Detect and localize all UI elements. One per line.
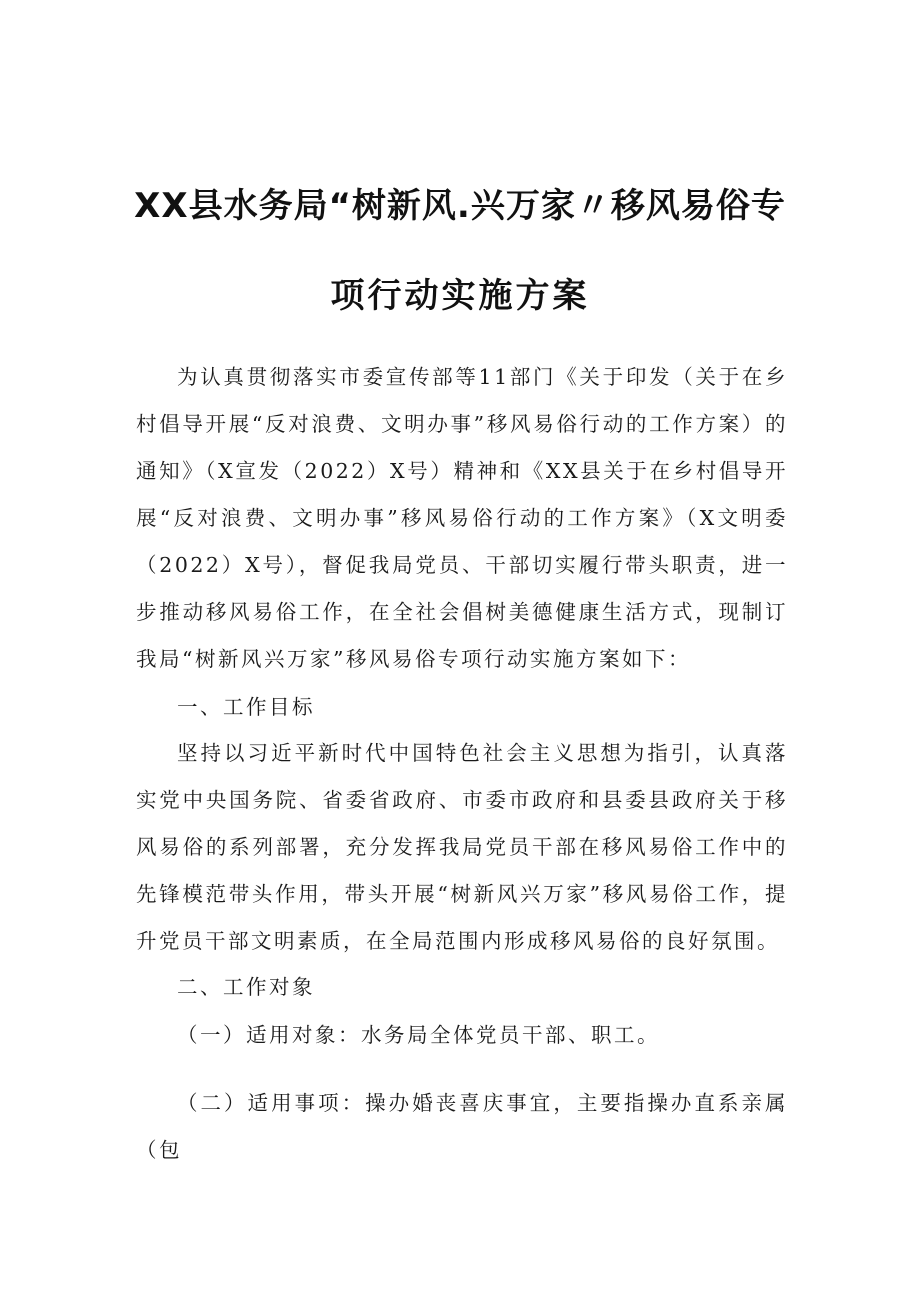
- intro-paragraph: 为认真贯彻落实市委宣传部等11部门《关于印发（关于在乡村倡导开展“反对浪费、文明办事”移风易俗行动的工作方案）的通知》（X宣发（2022）X号）精神和《XX县关于在乡村倡导开展“反对浪费、文明办事”移风易俗行动的工作方案》（X文明委（2022）X号），督促我局党员、干部切实履行带头职责，进一步推动移风易俗工作，在全社会倡树美德健康生活方式，现制订我局“树新风兴万家”移风易俗专项行动实施方案如下：: [136, 365, 788, 671]
- document-title-line-2: 项行动实施方案: [330, 276, 590, 316]
- goals-paragraph: 坚持以习近平新时代中国特色社会主义思想为指引，认真落实党中央国务院、省委省政府、市委市政府和县委县政府关于移风易俗的系列部署，充分发挥我局党员干部在移风易俗工作中的先锋模范带头作用，带头开展“树新风兴万家”移风易俗工作，提升党员干部文明素质，在全局范围内形成移风易俗的良好氛围。: [136, 741, 788, 953]
- document-title-line-1: XX县水务局“树新风.兴万家〃移风易俗专: [134, 186, 786, 226]
- section-heading-goals: 一、工作目标: [177, 695, 315, 719]
- section-heading-targets: 二、工作对象: [177, 975, 315, 999]
- target-item-applicable-matters: （二）适用事项：操办婚丧喜庆事宜，主要指操办直系亲属（包: [136, 1091, 788, 1162]
- target-item-applicable-persons: （一）适用对象：水务局全体党员干部、职工。: [177, 1023, 660, 1047]
